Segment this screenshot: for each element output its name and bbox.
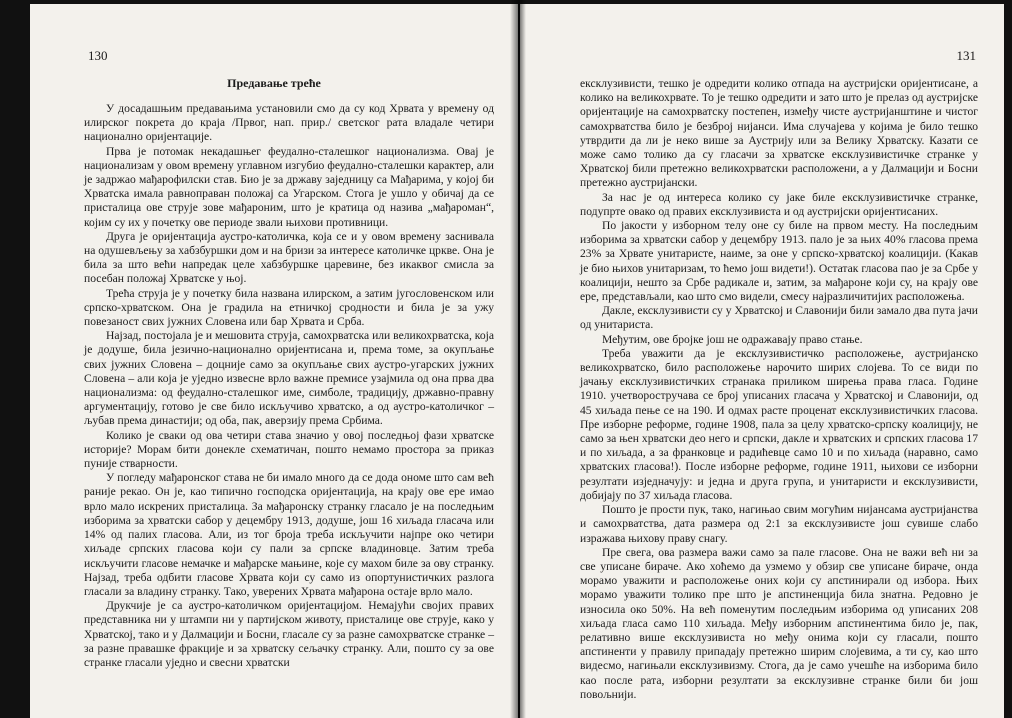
chapter-title: Предавање треће	[227, 76, 321, 90]
page-number-right: 131	[956, 48, 976, 63]
paragraph: Међутим, ове бројке још не одражавају право стање.	[602, 332, 863, 346]
paragraph: Пре свега, ова размера важи само за пале гласове. Она не важи већ ни за све уписане бираче. Ако хоћемо да узмемо у обзир све уписане бираче, онда морамо уважити и расположење оних који су апстинирали од избора. Њих морамо уважити толико пре што је апстиненција била знатна. Редовно је износила око 50%. На већ поменутим последњим изборима од уписаних 208 хиљада гласа само 110 хиљада. Међу изборним апстинентима било је, пак, релативно више ексклузивиста но међу онима који су гласали, пошто апстиненти у правилу припадају претежно ширим слојевима, а ти су, као што видесмо, нагињали ексклузивизму. Стога, да је само учешће на изборима било као после рата, изборни резултати за ексклузивне странке били би још повољнији.	[580, 545, 978, 701]
paragraph: У досадашњим предавањима установили смо да су код Хрвата у времену од илирског покрета до краја /Првог, нап. прир./ светског рата владале четири национално оријентације.	[84, 102, 494, 144]
paragraph: Друга је оријентација аустро-католичка, која се и у овом времену заснивала на одушевљењу за хабзбуршки дом и на бризи за интересе католичке цркве. Она је била за што већи напредак целе хабзбуршке царевине, без икаквог смисла за посебан положај Хрватске у њој.	[84, 229, 494, 286]
right-page	[520, 4, 1004, 718]
paragraph: Дакле, ексклузивисти су у Хрватској и Славонији били замало два пута јачи од унитариста.	[580, 304, 978, 332]
paragraph: У погледу мађаронског става не би имало много да се дода ономе што сам већ раније рекао. Он је, као типично господска оријентација, на крају ове ере имао врло мало искрених присталица. За мађаронску странку гласало је на последњим изборима за хрватски сабор у децембру 1913, додуше, још 16 хиљада гласача или 14% од палих гласова. Али, из тог броја треба искључити најпре око четири хиљаде српских гласова који су пали за српске владиновце. Затим треба искључити гласове немачке и мађарске мањине, које су махом биле за ову странку. Најзад, треба одбити гласове Хрвата који су само из опортунистичких разлога гласали за владину странку. Тако, уверених Хрвата мађарона остаје врло мало.	[84, 471, 494, 598]
paragraph-continued: ексклузивисти, тешко је одредити колико отпада на аустријски оријентисане, а колико на великохрвате. То је тешко одредити и зато што је прелаз од аустријске оријентације на самохрватску постепен, између чисте аустријанштине и чистог самохрватства било је безброј нијанси. Има случајева у којима је било тешко утврдити да ли је неко више за Аустрију или за Велику Хрватску. Казати се може само толико да су гласачи за хрватске ексклузивистичке странке у Хрватској били претежно великохрватски расположени, а у Далмацији и Босни претежно аустријански.	[580, 77, 978, 190]
paragraph: По јакости у изборном телу оне су биле на првом месту. На последњим изборима за хрватски сабор у децембру 1913. пало је за њих 40% гласова према 23% за Хрвате унитаристе, наиме, за оне у српско-хрватској коалицији. (Какав је био њихов унитаризам, то ћемо још видети!). Остатак гласова пао је за Србе у коалицији, нешто за Србе радикале и, затим, за мађароне који су, на крају ове ере, представљали, као што смо видели, смесу најразличитијих расположења.	[580, 219, 978, 304]
paragraph: Пошто је прости пук, тако, нагињао свим могућим нијансама аустријанства и самохрватства, дата размера од 2:1 за ексклузивисте још сувише слабо изражава њихову праву снагу.	[580, 503, 978, 545]
paragraph: Прва је потомак некадашњег феудално-сталешког национализма. Овај је национализам у овом времену углавном изгубио феудално-сталешки карактер, али је задржао мађарофилски став. Био је за државу заједницу са Мађарима, у којој би Хрватска имала равноправан положај са Угарском. Стога је ушло у обичај да се присталица ове струје зове мађароним, што је кратица од назива „мађароман“, којим су их у почетку ове периоде звали њихови противници.	[84, 144, 494, 229]
paragraph: Треба уважити да је ексклузивистичко расположење, аустријанско великохрватско, било расположење нарочито ширих слојева. То се види по јачању ексклузивистичких странака приликом ширења права гласа. Године 1910. учетворостручава се број уписаних гласача у Хрватској и Славонији, од 45 хиљада пење се на 190. И одмах расте проценат ексклузивистичких гласова. Пре изборне реформе, године 1908, пала за целу хрватско-српску коалицију, не само за њен хрватски део него и српски, дакле и хрватских и српских гласова 17 и по хиљада, а за франковце и радићевце само 10 и по хиљада (наравно, само хрватских гласова!). После изборне реформе, године 1911, њихови се изборни резултати изједначују: и једна и друга група, и унитаристи и ексклузивисти, добијају по 37 хиљада гласова.	[580, 346, 978, 502]
paragraph: Колико је сваки од ова четири става значио у овој последњој фази хрватске историје? Морам бити донекле схематичан, пошто немамо простора за приказ пуније стварности.	[84, 428, 494, 471]
page-number-left: 130	[88, 48, 108, 63]
paragraph: Друкчије је са аустро-католичком оријентацијом. Немајући својих правих представника ни у штампи ни у партијском животу, присталице ове струје, како у Хрватској, тако и у Далмацији и Босни, гласале су за разне самохрватске странке – за разне правашке фракције и за хрватску сељачку странку. Али, пошто су за ове странке гласали уједно и свесни хрватски	[84, 599, 494, 669]
left-page	[30, 4, 518, 718]
paragraph: За нас је од интереса колико су јаке биле ексклузивистичке странке, подупрте овако од правих ексклузивиста и од аустријски оријентисаних.	[580, 190, 978, 218]
paragraph: Најзад, постојала је и мешовита струја, самохрватска или великохрватска, која је додуше, била језично-национално оријентисана и, према томе, за окупљање свих јужних Словена – доцније само за окупљање свих аустро-угарских јужних Словена – али која је уједно извесне врло важне премисе узајмила од она прва два национализма: од феудално-сталешког име, симболе, традицију, државно-правну аргументацију, готово је све било искључиво хрватско, а од аустро-католичког – љубав према династији; од оба, пак, аверзију према Србима.	[84, 329, 494, 428]
left-text-column	[84, 102, 494, 670]
right-text-column	[580, 77, 978, 702]
paragraph: Трећа струја је у почетку била названа илирском, а затим југословенском или српско-хрватском. Она је градила на етничкој сродности и била је за ужу повезаност свих јужних Словена или бар Хрвата и Срба.	[84, 286, 494, 329]
